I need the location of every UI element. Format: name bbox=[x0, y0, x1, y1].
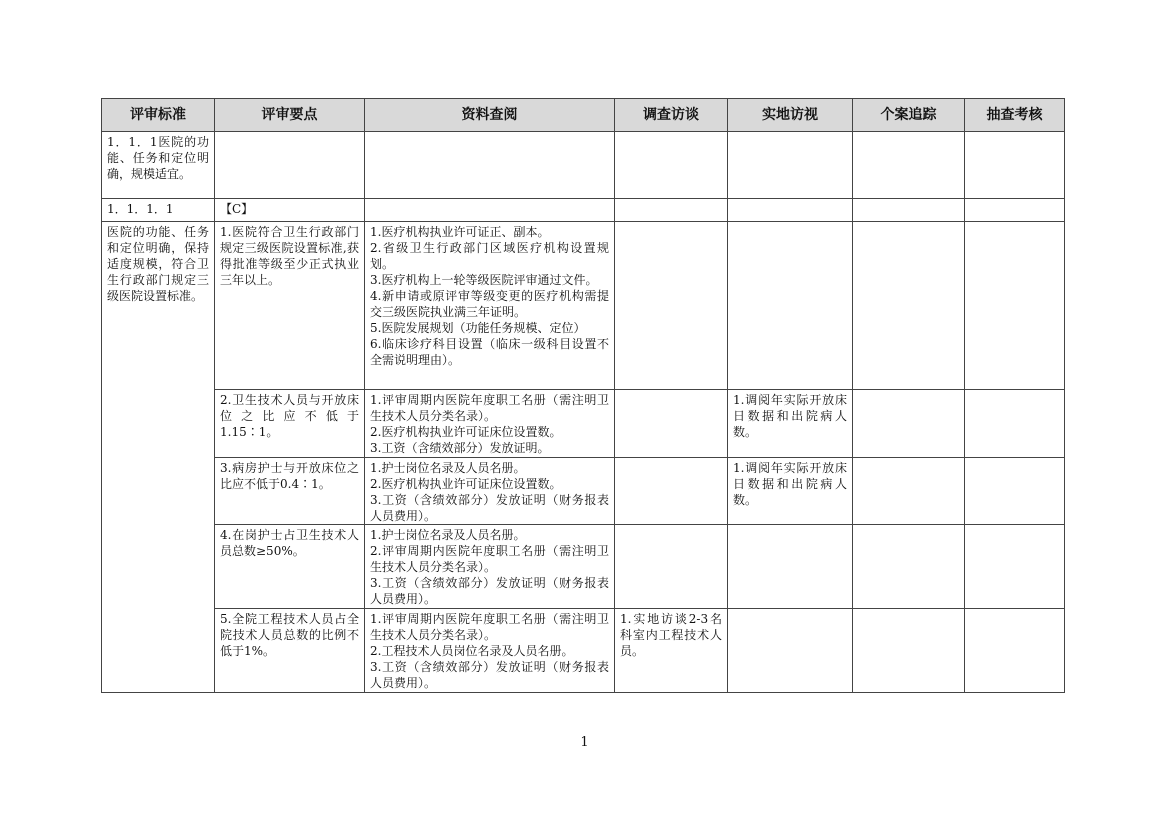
empty-cell bbox=[853, 132, 965, 199]
document-item: 3.工资（含绩效部分）发放证明（财务报表人员费用）。 bbox=[370, 576, 609, 606]
empty-cell bbox=[365, 199, 615, 222]
key-point: 2.卫生技术人员与开放床位之比应不低于1.15∶1。 bbox=[215, 390, 365, 458]
document-item: 2.医疗机构执业许可证床位设置数。 bbox=[370, 477, 562, 491]
site-visit-cell bbox=[728, 525, 853, 609]
document-item: 4.新申请或原评审等级变更的医疗机构需提交三级医院执业满三年证明。 bbox=[370, 289, 609, 319]
site-visit-cell: 1.调阅年实际开放床日数据和出院病人数。 bbox=[728, 390, 853, 458]
document-item: 2.评审周期内医院年度职工名册（需注明卫生技术人员分类名录）。 bbox=[370, 544, 609, 574]
header-row bbox=[102, 99, 1065, 132]
empty-cell bbox=[728, 199, 853, 222]
document-item: 2.工程技术人员岗位名录及人员名册。 bbox=[370, 644, 574, 658]
header-site-visit: 实地访视 bbox=[728, 99, 853, 132]
header-case-tracking: 个案追踪 bbox=[853, 99, 965, 132]
document-item: 1.医疗机构执业许可证正、副本。 bbox=[370, 225, 550, 239]
section-standard: 1．1．1医院的功能、任务和定位明确，规模适宜。 bbox=[102, 132, 215, 199]
empty-cell bbox=[853, 609, 965, 693]
grade-label: 【C】 bbox=[215, 199, 365, 222]
document-list bbox=[365, 390, 615, 458]
document-item: 1.评审周期内医院年度职工名册（需注明卫生技术人员分类名录）。 bbox=[370, 612, 609, 642]
document-list bbox=[365, 222, 615, 390]
document-item: 2.医疗机构执业许可证床位设置数。 bbox=[370, 425, 562, 439]
key-point: 1.医院符合卫生行政部门规定三级医院设置标准,获得批准等级至少正式执业三年以上。 bbox=[215, 222, 365, 390]
header-document-review: 资料查阅 bbox=[365, 99, 615, 132]
document-item: 3.工资（含绩效部分）发放证明。 bbox=[370, 441, 550, 455]
empty-cell bbox=[853, 525, 965, 609]
table-row bbox=[102, 390, 1065, 458]
document-item: 3.工资（含绩效部分）发放证明（财务报表人员费用）。 bbox=[370, 660, 609, 690]
document-list bbox=[365, 609, 615, 693]
document-item: 1.护士岗位名录及人员名册。 bbox=[370, 461, 526, 475]
empty-cell bbox=[853, 390, 965, 458]
interview-cell bbox=[615, 222, 728, 390]
header-interview: 调查访谈 bbox=[615, 99, 728, 132]
page-number: 1 bbox=[580, 735, 589, 750]
standard-text: 医院的功能、任务和定位明确，保持适度规模，符合卫生行政部门规定三级医院设置标准。 bbox=[102, 222, 215, 693]
document-item: 6.临床诊疗科目设置（临床一级科目设置不全需说明理由）。 bbox=[370, 337, 609, 367]
site-visit-cell: 1.调阅年实际开放床日数据和出院病人数。 bbox=[728, 458, 853, 525]
site-visit-cell bbox=[728, 222, 853, 390]
table-row bbox=[102, 222, 1065, 390]
section-row bbox=[102, 132, 1065, 199]
key-point: 5.全院工程技术人员占全院技术人员总数的比例不低于1%。 bbox=[215, 609, 365, 693]
key-point: 3.病房护士与开放床位之比应不低于0.4∶1。 bbox=[215, 458, 365, 525]
interview-cell bbox=[615, 525, 728, 609]
empty-cell bbox=[965, 199, 1065, 222]
empty-cell bbox=[365, 132, 615, 199]
header-spot-check: 抽查考核 bbox=[965, 99, 1065, 132]
empty-cell bbox=[965, 458, 1065, 525]
document-item: 2.省级卫生行政部门区域医疗机构设置规划。 bbox=[370, 241, 609, 271]
empty-cell bbox=[215, 132, 365, 199]
document-list bbox=[365, 525, 615, 609]
interview-cell bbox=[615, 458, 728, 525]
assessment-table bbox=[101, 98, 1065, 693]
key-point: 4.在岗护士占卫生技术人员总数≥50%。 bbox=[215, 525, 365, 609]
empty-cell bbox=[615, 132, 728, 199]
document-item: 1.评审周期内医院年度职工名册（需注明卫生技术人员分类名录）。 bbox=[370, 393, 609, 423]
empty-cell bbox=[965, 222, 1065, 390]
table-row bbox=[102, 609, 1065, 693]
empty-cell bbox=[965, 132, 1065, 199]
empty-cell bbox=[965, 609, 1065, 693]
header-standard: 评审标准 bbox=[102, 99, 215, 132]
document-item: 1.护士岗位名录及人员名册。 bbox=[370, 528, 526, 542]
site-visit-cell bbox=[728, 609, 853, 693]
table-row bbox=[102, 525, 1065, 609]
interview-cell bbox=[615, 390, 728, 458]
empty-cell bbox=[965, 525, 1065, 609]
item-code-row bbox=[102, 199, 1065, 222]
document-item: 5.医院发展规划（功能任务规模、定位） bbox=[370, 321, 586, 335]
document-list bbox=[365, 458, 615, 525]
document-item: 3.工资（含绩效部分）发放证明（财务报表人员费用）。 bbox=[370, 493, 609, 523]
empty-cell bbox=[615, 199, 728, 222]
empty-cell bbox=[853, 458, 965, 525]
header-key-points: 评审要点 bbox=[215, 99, 365, 132]
table-row bbox=[102, 458, 1065, 525]
empty-cell bbox=[853, 222, 965, 390]
interview-cell: 1.实地访谈2-3名科室内工程技术人员。 bbox=[615, 609, 728, 693]
empty-cell bbox=[853, 199, 965, 222]
empty-cell bbox=[728, 132, 853, 199]
document-item: 3.医疗机构上一轮等级医院评审通过文件。 bbox=[370, 273, 598, 287]
empty-cell bbox=[965, 390, 1065, 458]
item-code: 1．1．1．1 bbox=[102, 199, 215, 222]
